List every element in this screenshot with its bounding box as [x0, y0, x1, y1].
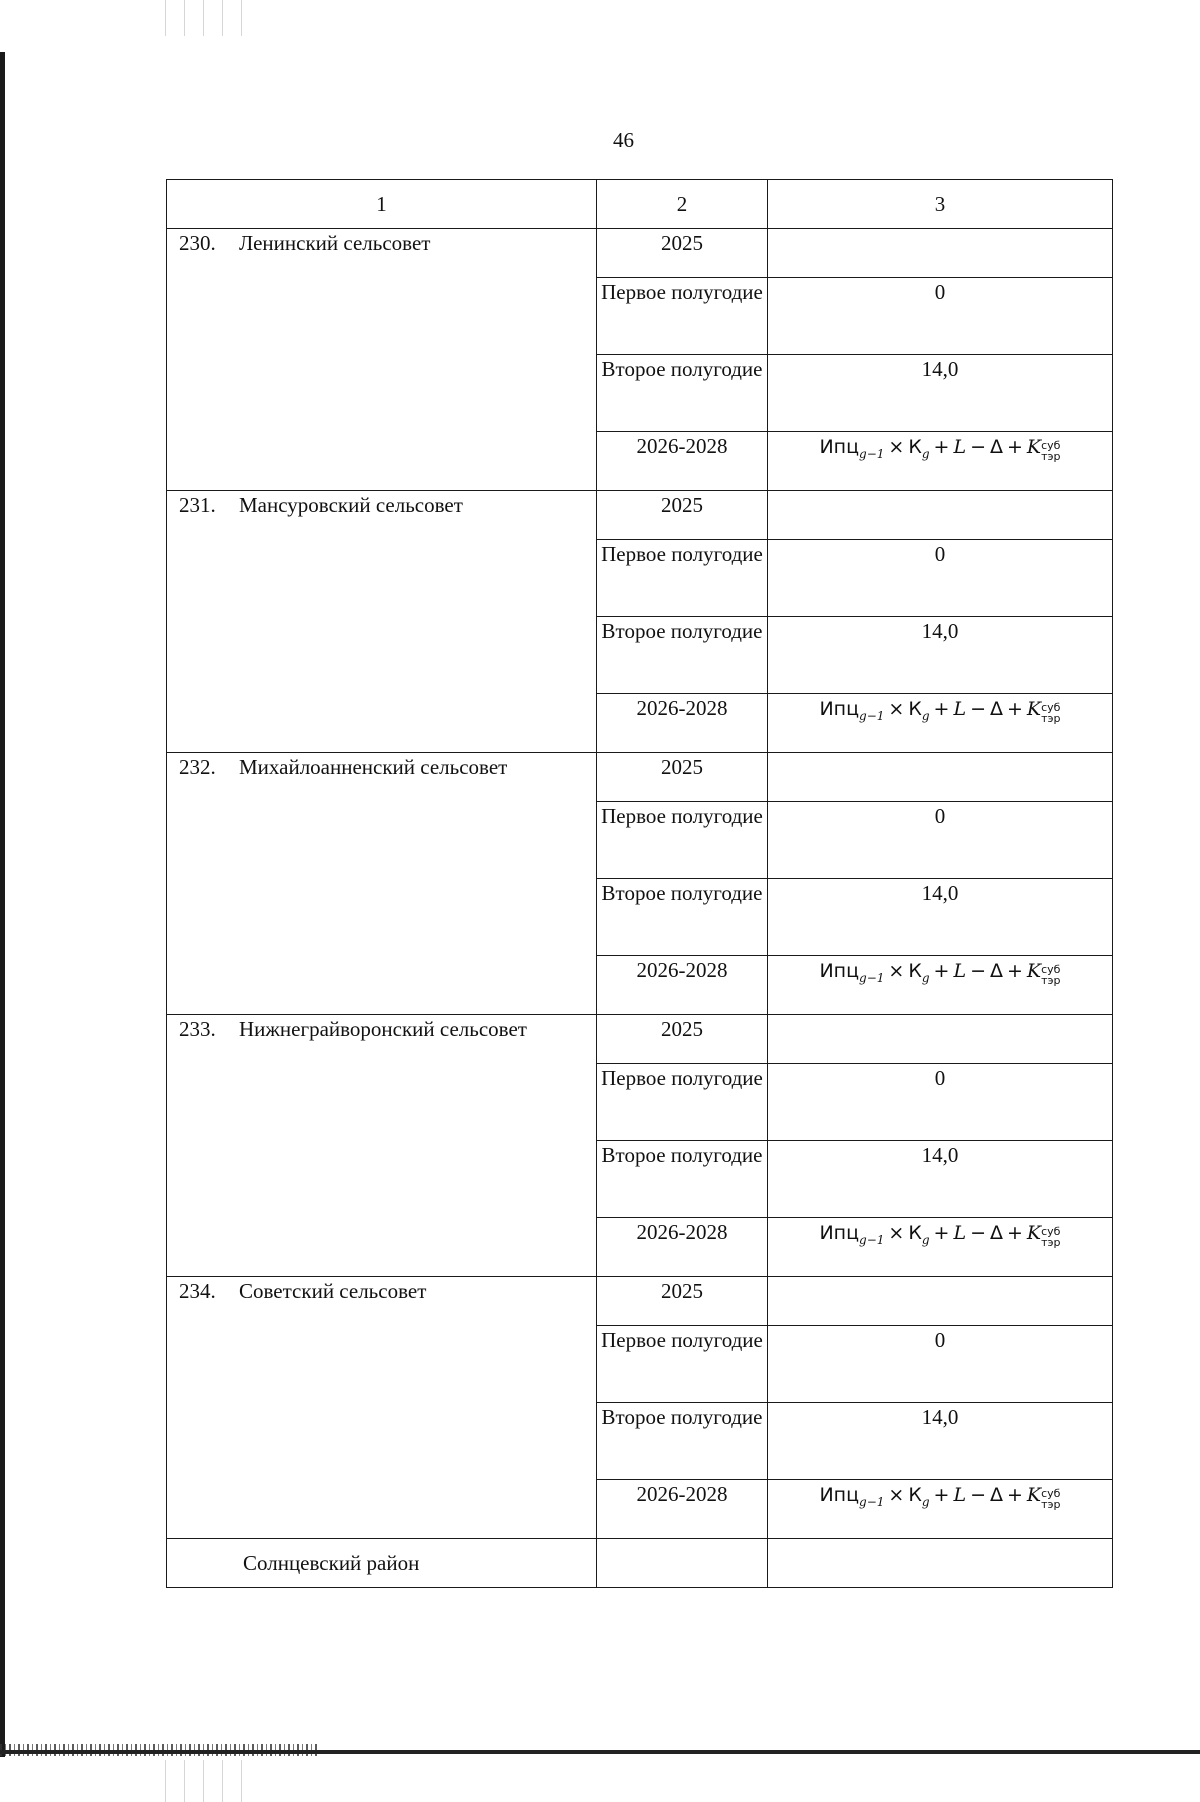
header-cell: 2: [597, 180, 768, 229]
period-cell: Первое полугодие: [597, 1326, 768, 1403]
row-number: 232.: [179, 755, 216, 779]
period-cell: Второе полугодие: [597, 1403, 768, 1480]
settlement-name: Советский сельсовет: [239, 1279, 427, 1303]
table-row: [167, 1277, 1113, 1326]
period-cell: Второе полугодие: [597, 355, 768, 432]
value-cell: 0: [768, 278, 1113, 355]
value-cell: 0: [768, 1064, 1113, 1141]
value-cell: [768, 956, 1113, 1015]
value-cell: 0: [768, 802, 1113, 879]
value-cell: 14,0: [768, 355, 1113, 432]
period-cell: Второе полугодие: [597, 879, 768, 956]
scan-bottom-edge: [0, 1750, 1200, 1754]
period-cell: 2025: [597, 1015, 768, 1064]
formula: $Ипц_{g-1} \times К_g + L - \Delta + K$ суб тэр: [819, 436, 1061, 463]
header-row: [167, 180, 1113, 229]
district-name: Солнцевский район: [243, 1551, 420, 1575]
value-cell: [768, 1218, 1113, 1277]
value-cell: [768, 229, 1113, 278]
period-cell: 2025: [597, 753, 768, 802]
row-number: 231.: [179, 493, 216, 517]
header-cell: 3: [768, 180, 1113, 229]
value-cell: [768, 1015, 1113, 1064]
value-cell: [768, 491, 1113, 540]
scan-ticks-bottom: [165, 1760, 245, 1802]
settlement-cell: [167, 1277, 597, 1539]
settlement-cell: [167, 1015, 597, 1277]
settlement-cell: [167, 753, 597, 1015]
period-cell: 2026-2028: [597, 694, 768, 753]
formula: $Ипц_{g-1} \times К_g + L - \Delta + K$ суб тэр: [819, 698, 1061, 725]
value-cell: [768, 1277, 1113, 1326]
settlement-cell: [167, 229, 597, 491]
value-cell: [768, 694, 1113, 753]
district-cell: [167, 1539, 597, 1588]
period-cell: Первое полугодие: [597, 802, 768, 879]
settlement-cell: [167, 491, 597, 753]
row-number: 234.: [179, 1279, 216, 1303]
table-row: [167, 229, 1113, 278]
value-cell: [768, 753, 1113, 802]
district-row: [167, 1539, 1113, 1588]
value-cell: 0: [768, 540, 1113, 617]
settlement-name: Михайлоанненский сельсовет: [239, 755, 508, 779]
value-cell: [768, 432, 1113, 491]
scan-ticks-top: [165, 0, 245, 36]
table-row: [167, 1015, 1113, 1064]
period-cell: Первое полугодие: [597, 540, 768, 617]
header-cell: 1: [167, 180, 597, 229]
period-cell: 2026-2028: [597, 432, 768, 491]
period-cell: 2025: [597, 229, 768, 278]
period-cell: 2026-2028: [597, 1218, 768, 1277]
formula: $Ипц_{g-1} \times К_g + L - \Delta + K$ суб тэр: [819, 1484, 1061, 1511]
value-cell: 14,0: [768, 1141, 1113, 1218]
page-number: 46: [613, 128, 634, 152]
period-cell: 2026-2028: [597, 1480, 768, 1539]
formula: $Ипц_{g-1} \times К_g + L - \Delta + K$ суб тэр: [819, 960, 1061, 987]
period-cell: 2025: [597, 491, 768, 540]
period-cell: Второе полугодие: [597, 617, 768, 694]
period-cell: 2026-2028: [597, 956, 768, 1015]
period-cell: Первое полугодие: [597, 1064, 768, 1141]
district-col2: [597, 1539, 768, 1588]
period-cell: 2025: [597, 1277, 768, 1326]
value-cell: [768, 1480, 1113, 1539]
period-cell: Первое полугодие: [597, 278, 768, 355]
value-cell: 14,0: [768, 879, 1113, 956]
value-cell: 0: [768, 1326, 1113, 1403]
scan-left-edge: [0, 52, 5, 1757]
settlement-name: Ленинский сельсовет: [239, 231, 431, 255]
value-cell: 14,0: [768, 617, 1113, 694]
settlement-name: Нижнеграйворонский сельсовет: [239, 1017, 527, 1041]
value-cell: 14,0: [768, 1403, 1113, 1480]
row-number: 233.: [179, 1017, 216, 1041]
settlement-name: Мансуровский сельсовет: [239, 493, 463, 517]
formula: $Ипц_{g-1} \times К_g + L - \Delta + K$ суб тэр: [819, 1222, 1061, 1249]
table-row: [167, 753, 1113, 802]
row-number: 230.: [179, 231, 216, 255]
district-col3: [768, 1539, 1113, 1588]
table-row: [167, 491, 1113, 540]
tariff-table: [166, 179, 1113, 1588]
period-cell: Второе полугодие: [597, 1141, 768, 1218]
